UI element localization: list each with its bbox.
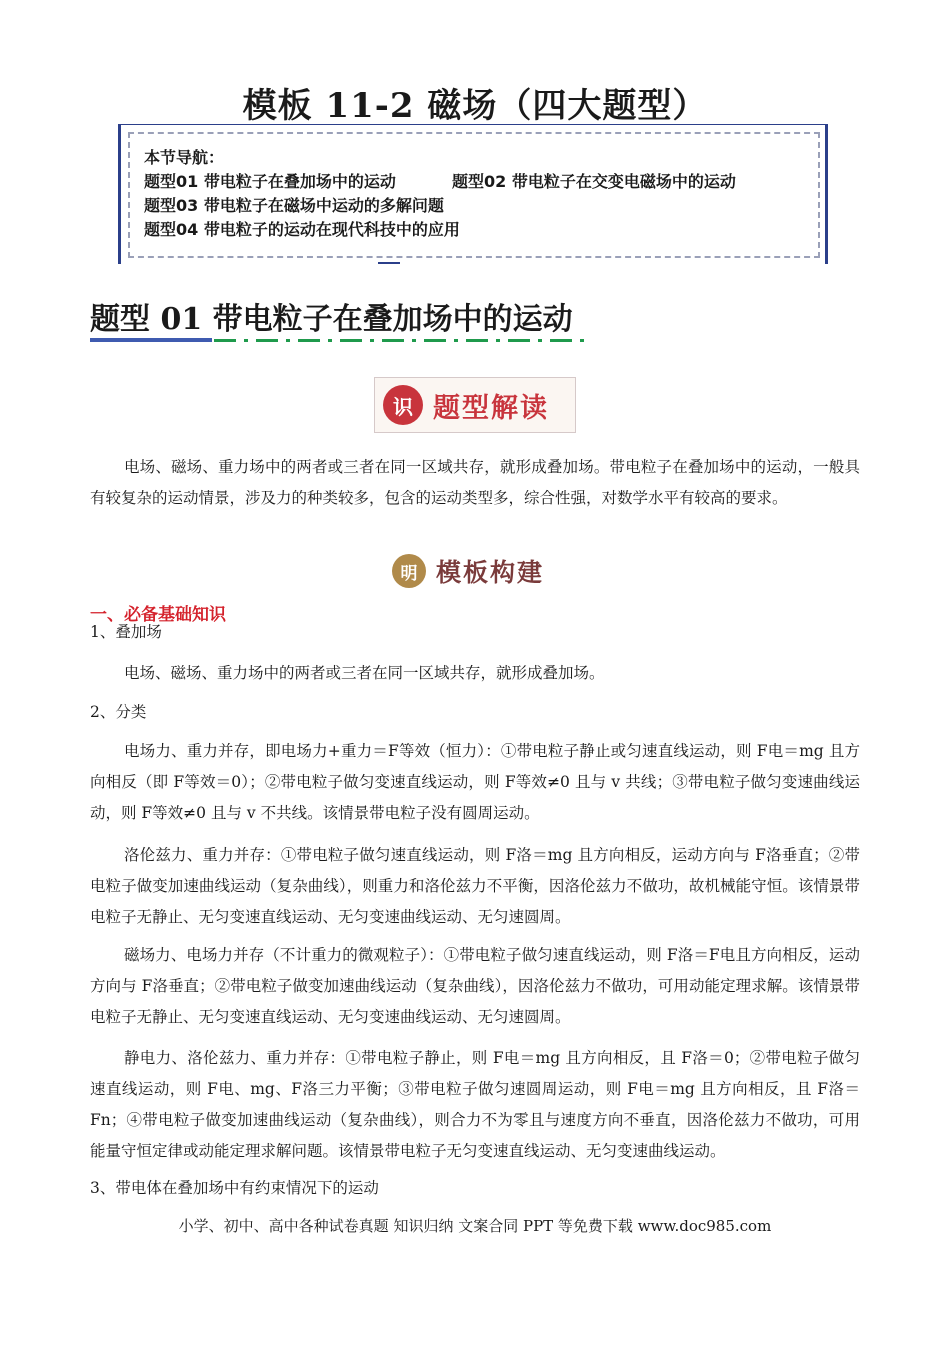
document-title: 模板 11-2 磁场（四大题型） bbox=[242, 86, 708, 126]
badge-label: 题型解读 bbox=[433, 392, 549, 424]
nav-item-04[interactable]: 题型04 带电粒子的运动在现代科技中的应用 bbox=[144, 220, 460, 239]
item-1-text: 电场、磁场、重力场中的两者或三者在同一区域共存，就形成叠加场。 bbox=[124, 664, 605, 682]
nav-frame-tick bbox=[378, 262, 400, 264]
nav-heading: 本节导航： bbox=[144, 148, 225, 167]
paragraph-all-three: 静电力、洛伦兹力、重力并存：①带电粒子静止，则 F电＝mg 且方向相反，且 F洛＝0；②带电粒子做匀速直线运动，则 F电、mg、F洛三力平衡；③带电粒子做匀速圆周运动，则 F电＝mg 且方向相反，且 F洛＝Fn；④带电粒子做变加速曲线运动（复杂曲线），则合力不为零且与速度方向不垂直，因洛伦兹力不做功，可用能量守恒定律或动能定理求解问题。该情景带电粒子无匀变速直线运动、无匀变速曲线运动。 bbox=[90, 1049, 860, 1160]
badge-label: 模板构建 bbox=[436, 558, 545, 587]
nav-row bbox=[144, 170, 818, 194]
paragraph-lorentz-gravity: 洛伦兹力、重力并存：①带电粒子做匀速直线运动，则 F洛＝mg 且方向相反，运动方向与 F洛垂直；②带电粒子做变加速曲线运动（复杂曲线），则重力和洛伦兹力不平衡，因洛伦兹力不做功，故机械能守恒。该情景带电粒子无静止、无匀变速直线运动、无匀变速曲线运动、无匀速圆周。 bbox=[90, 846, 860, 926]
nav-item-02[interactable]: 题型02 带电粒子在交变电磁场中的运动 bbox=[452, 172, 736, 191]
paragraph-magnetic-electric: 磁场力、电场力并存（不计重力的微观粒子）：①带电粒子做匀速直线运动，则 F洛＝F电且方向相反，运动方向与 F洛垂直；②带电粒子做变加速曲线运动（复杂曲线），因洛伦兹力不做功，可用动能定理求解。该情景带电粒子无静止、无匀变速直线运动、无匀变速曲线运动、无匀速圆周。 bbox=[90, 946, 860, 1026]
paragraph-electric-gravity: 电场力、重力并存，即电场力+重力＝F等效（恒力）：①带电粒子静止或匀速直线运动，则 F电＝mg 且方向相反（即 F等效＝0）；②带电粒子做匀变速直线运动，则 F等效≠0 且与 v 共线；③带电粒子做匀变速曲线运动，则 F等效≠0 且与 v 不共线。该情景带电粒子没有圆周运动。 bbox=[90, 742, 860, 822]
badge-question-analysis bbox=[374, 377, 576, 433]
knowledge-heading: 一、必备基础知识 bbox=[90, 605, 226, 625]
nav-item-01[interactable]: 题型01 带电粒子在叠加场中的运动 bbox=[144, 172, 396, 191]
section-title: 题型 01 带电粒子在叠加场中的运动 bbox=[90, 302, 573, 337]
intro-paragraph: 电场、磁场、重力场中的两者或三者在同一区域共存，就形成叠加场。带电粒子在叠加场中的运动，一般具有较复杂的运动情景，涉及力的种类较多，包含的运动类型多，综合性强，对数学水平有较高的要求。 bbox=[90, 458, 860, 507]
page-footer: 小学、初中、高中各种试卷真题 知识归纳 文案合同 PPT 等免费下载 www.doc985.com bbox=[178, 1217, 772, 1235]
badge-template-build bbox=[384, 548, 570, 594]
nav-item-03[interactable]: 题型03 带电粒子在磁场中运动的多解问题 bbox=[144, 196, 444, 215]
item-3-heading: 3、带电体在叠加场中有约束情况下的运动 bbox=[90, 1179, 379, 1197]
item-1-heading: 1、叠加场 bbox=[90, 623, 162, 641]
title-underline-solid bbox=[90, 338, 212, 342]
title-underline-dashed bbox=[214, 339, 590, 342]
item-2-heading: 2、分类 bbox=[90, 703, 147, 721]
badge-seal-icon: 识 bbox=[383, 385, 423, 425]
badge-seal-icon: 明 bbox=[392, 554, 426, 588]
section-navigation-box bbox=[128, 132, 820, 258]
